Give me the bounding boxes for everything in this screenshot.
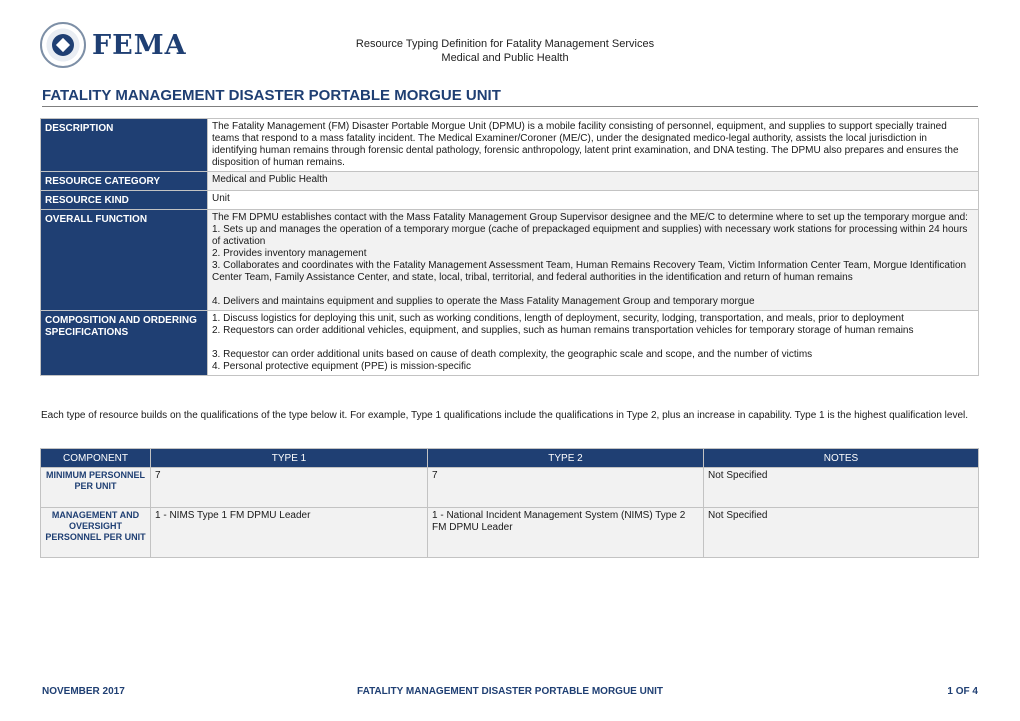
- composition-row: [41, 311, 979, 376]
- document-header: [330, 37, 680, 65]
- table-row: [41, 508, 979, 558]
- type-2-cell: 7: [428, 468, 704, 508]
- description-text: The Fatality Management (FM) Disaster Portable Morgue Unit (DPMU) is a mobile facility consisting of personnel, equipment, and supplies to support specially trained teams that respond to a mass fatality incident. The Medical Examiner/Coroner (ME/C), under the designated medico-legal authority, assists the local jurisdiction in identifying human remains through forensic dental pathology, forensic anthropology, latent print examination, and DNA testing. The DPMU also prepares and ensures the disposition of human remains.: [208, 119, 979, 172]
- resource-kind-value: Unit: [208, 191, 979, 210]
- notes-cell: Not Specified: [704, 508, 979, 558]
- notes-cell: Not Specified: [704, 468, 979, 508]
- page-number: 1 OF 4: [947, 686, 978, 697]
- components-table: [40, 448, 979, 558]
- resource-category-row: [41, 172, 979, 191]
- fema-logo: [40, 22, 187, 68]
- header-component: COMPONENT: [41, 449, 151, 468]
- header-type-2: TYPE 2: [428, 449, 704, 468]
- overall-function-text: [208, 210, 979, 311]
- overall-function-row: [41, 210, 979, 311]
- description-row: [41, 119, 979, 172]
- page-title: FATALITY MANAGEMENT DISASTER PORTABLE MORGUE UNIT: [42, 87, 978, 107]
- header-line-1: Resource Typing Definition for Fatality Management Services: [355, 38, 655, 50]
- composition-line: 4. Personal protective equipment (PPE) is mission-specific: [212, 361, 471, 372]
- composition-line: 3. Requestor can order additional units based on cause of death complexity, the geographic scale and scope, and the number of victims: [212, 349, 813, 360]
- component-label: MANAGEMENT AND OVERSIGHT PERSONNEL PER UNIT: [41, 508, 151, 558]
- resource-category-value: Medical and Public Health: [208, 172, 979, 191]
- function-line: 1. Sets up and manages the operation of a temporary morgue (cache of prepackaged equipment and supplies) with necessary work stations for processing within 24 hours of activation: [212, 224, 968, 247]
- type-2-cell: 1 - National Incident Management System (NIMS) Type 2 FM DPMU Leader: [428, 508, 704, 558]
- function-line: 3. Collaborates and coordinates with the Fatality Management Assessment Team, Human Remains Recovery Team, Victim Information Center Team, Morgue Identification Center Team, Family Assistance Center, and state, local, tribal, territorial, and federal authorities in the identification and return of human remains: [212, 260, 967, 283]
- table-row: [41, 468, 979, 508]
- type-1-cell: 7: [151, 468, 428, 508]
- component-label: MINIMUM PERSONNEL PER UNIT: [41, 468, 151, 508]
- header-notes: NOTES: [704, 449, 979, 468]
- resource-kind-label: RESOURCE KIND: [41, 191, 208, 210]
- resource-kind-row: [41, 191, 979, 210]
- description-label: DESCRIPTION: [41, 119, 208, 172]
- resource-category-label: RESOURCE CATEGORY: [41, 172, 208, 191]
- header-type-1: TYPE 1: [151, 449, 428, 468]
- dhs-seal: [40, 22, 86, 68]
- description-table: [40, 118, 979, 376]
- function-line: 4. Delivers and maintains equipment and supplies to operate the Mass Fatality Management Group and temporary morgue: [212, 296, 755, 307]
- qualification-note: Each type of resource builds on the qualifications of the type below it. For example, Type 1 qualifications include the qualifications in Type 2, plus an increase in capability. Type 1 is the highest qualification level.: [41, 410, 969, 421]
- function-line: 2. Provides inventory management: [212, 248, 367, 259]
- header-line-2: Medical and Public Health: [441, 52, 569, 64]
- composition-text: [208, 311, 979, 376]
- overall-function-label: OVERALL FUNCTION: [41, 210, 208, 311]
- footer-title: FATALITY MANAGEMENT DISASTER PORTABLE MORGUE UNIT: [357, 686, 663, 697]
- composition-line: 1. Discuss logistics for deploying this unit, such as working conditions, length of deployment, security, lodging, transportation, and meals, prior to deployment: [212, 313, 904, 324]
- composition-label: COMPOSITION AND ORDERING SPECIFICATIONS: [41, 311, 208, 376]
- fema-wordmark: FEMA: [92, 29, 187, 61]
- composition-line: 2. Requestors can order additional vehicles, equipment, and supplies, such as human remains transportation vehicles for temporary storage of human remains: [212, 325, 914, 336]
- components-header-row: [41, 449, 979, 468]
- function-line: The FM DPMU establishes contact with the Mass Fatality Management Group Supervisor designee and the ME/C to determine where to set up the temporary morgue and:: [212, 212, 968, 223]
- footer-date: NOVEMBER 2017: [42, 686, 125, 697]
- type-1-cell: 1 - NIMS Type 1 FM DPMU Leader: [151, 508, 428, 558]
